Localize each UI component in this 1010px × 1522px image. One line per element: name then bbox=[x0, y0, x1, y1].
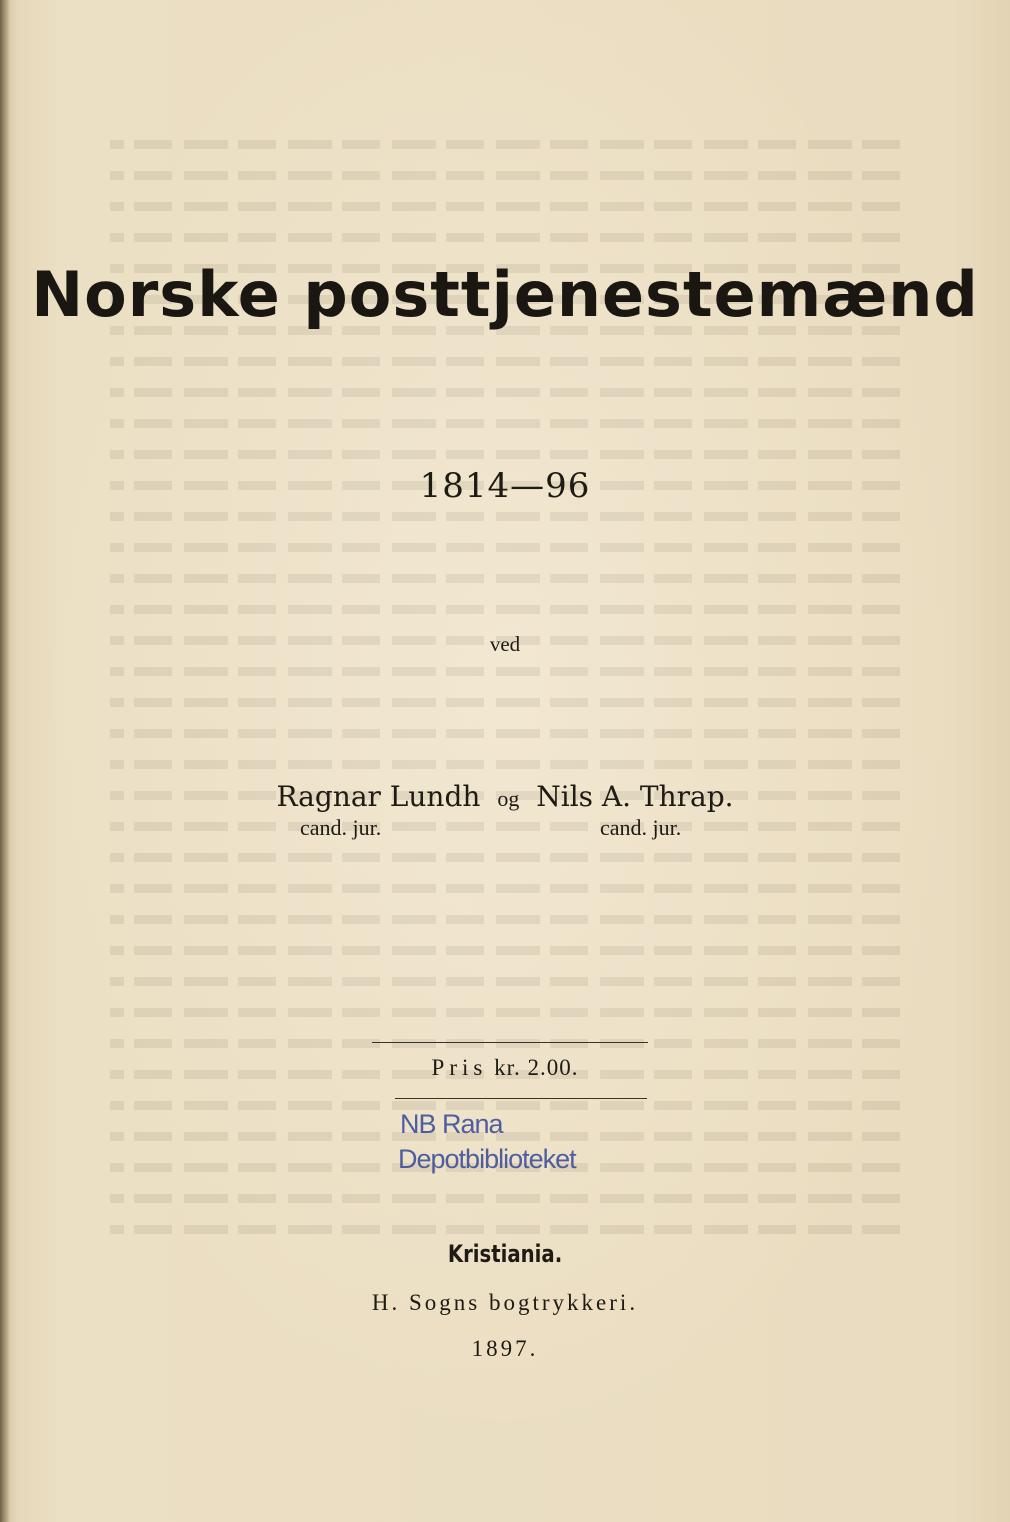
year-range: 1814—96 bbox=[419, 466, 591, 506]
book-title: Norske posttjenestemænd bbox=[31, 258, 979, 331]
imprint-year: 1897. bbox=[471, 1336, 539, 1361]
imprint-city: Kristiania. bbox=[447, 1240, 563, 1268]
price-rule-top bbox=[372, 1042, 648, 1043]
price-label: Pris bbox=[431, 1055, 488, 1080]
stamp-line-1: NB Rana bbox=[400, 1109, 503, 1139]
price-value: kr. 2.00. bbox=[494, 1055, 579, 1080]
author-first-degree: cand. jur. bbox=[300, 815, 382, 840]
author-second: Nils A. Thrap. bbox=[536, 780, 734, 813]
author-first: Ragnar Lundh bbox=[276, 780, 481, 813]
price-line bbox=[0, 1055, 1010, 1081]
author-connector: og bbox=[497, 786, 520, 811]
stamp-line-2: Depotbiblioteket bbox=[398, 1144, 576, 1174]
imprint-printer: H. Sogns bogtrykkeri. bbox=[371, 1290, 639, 1315]
author-second-degree: cand. jur. bbox=[600, 815, 682, 840]
price-rule-bottom bbox=[395, 1098, 647, 1099]
library-stamp bbox=[398, 1106, 658, 1176]
authors-line bbox=[0, 780, 1010, 813]
by-word: ved bbox=[489, 632, 521, 656]
